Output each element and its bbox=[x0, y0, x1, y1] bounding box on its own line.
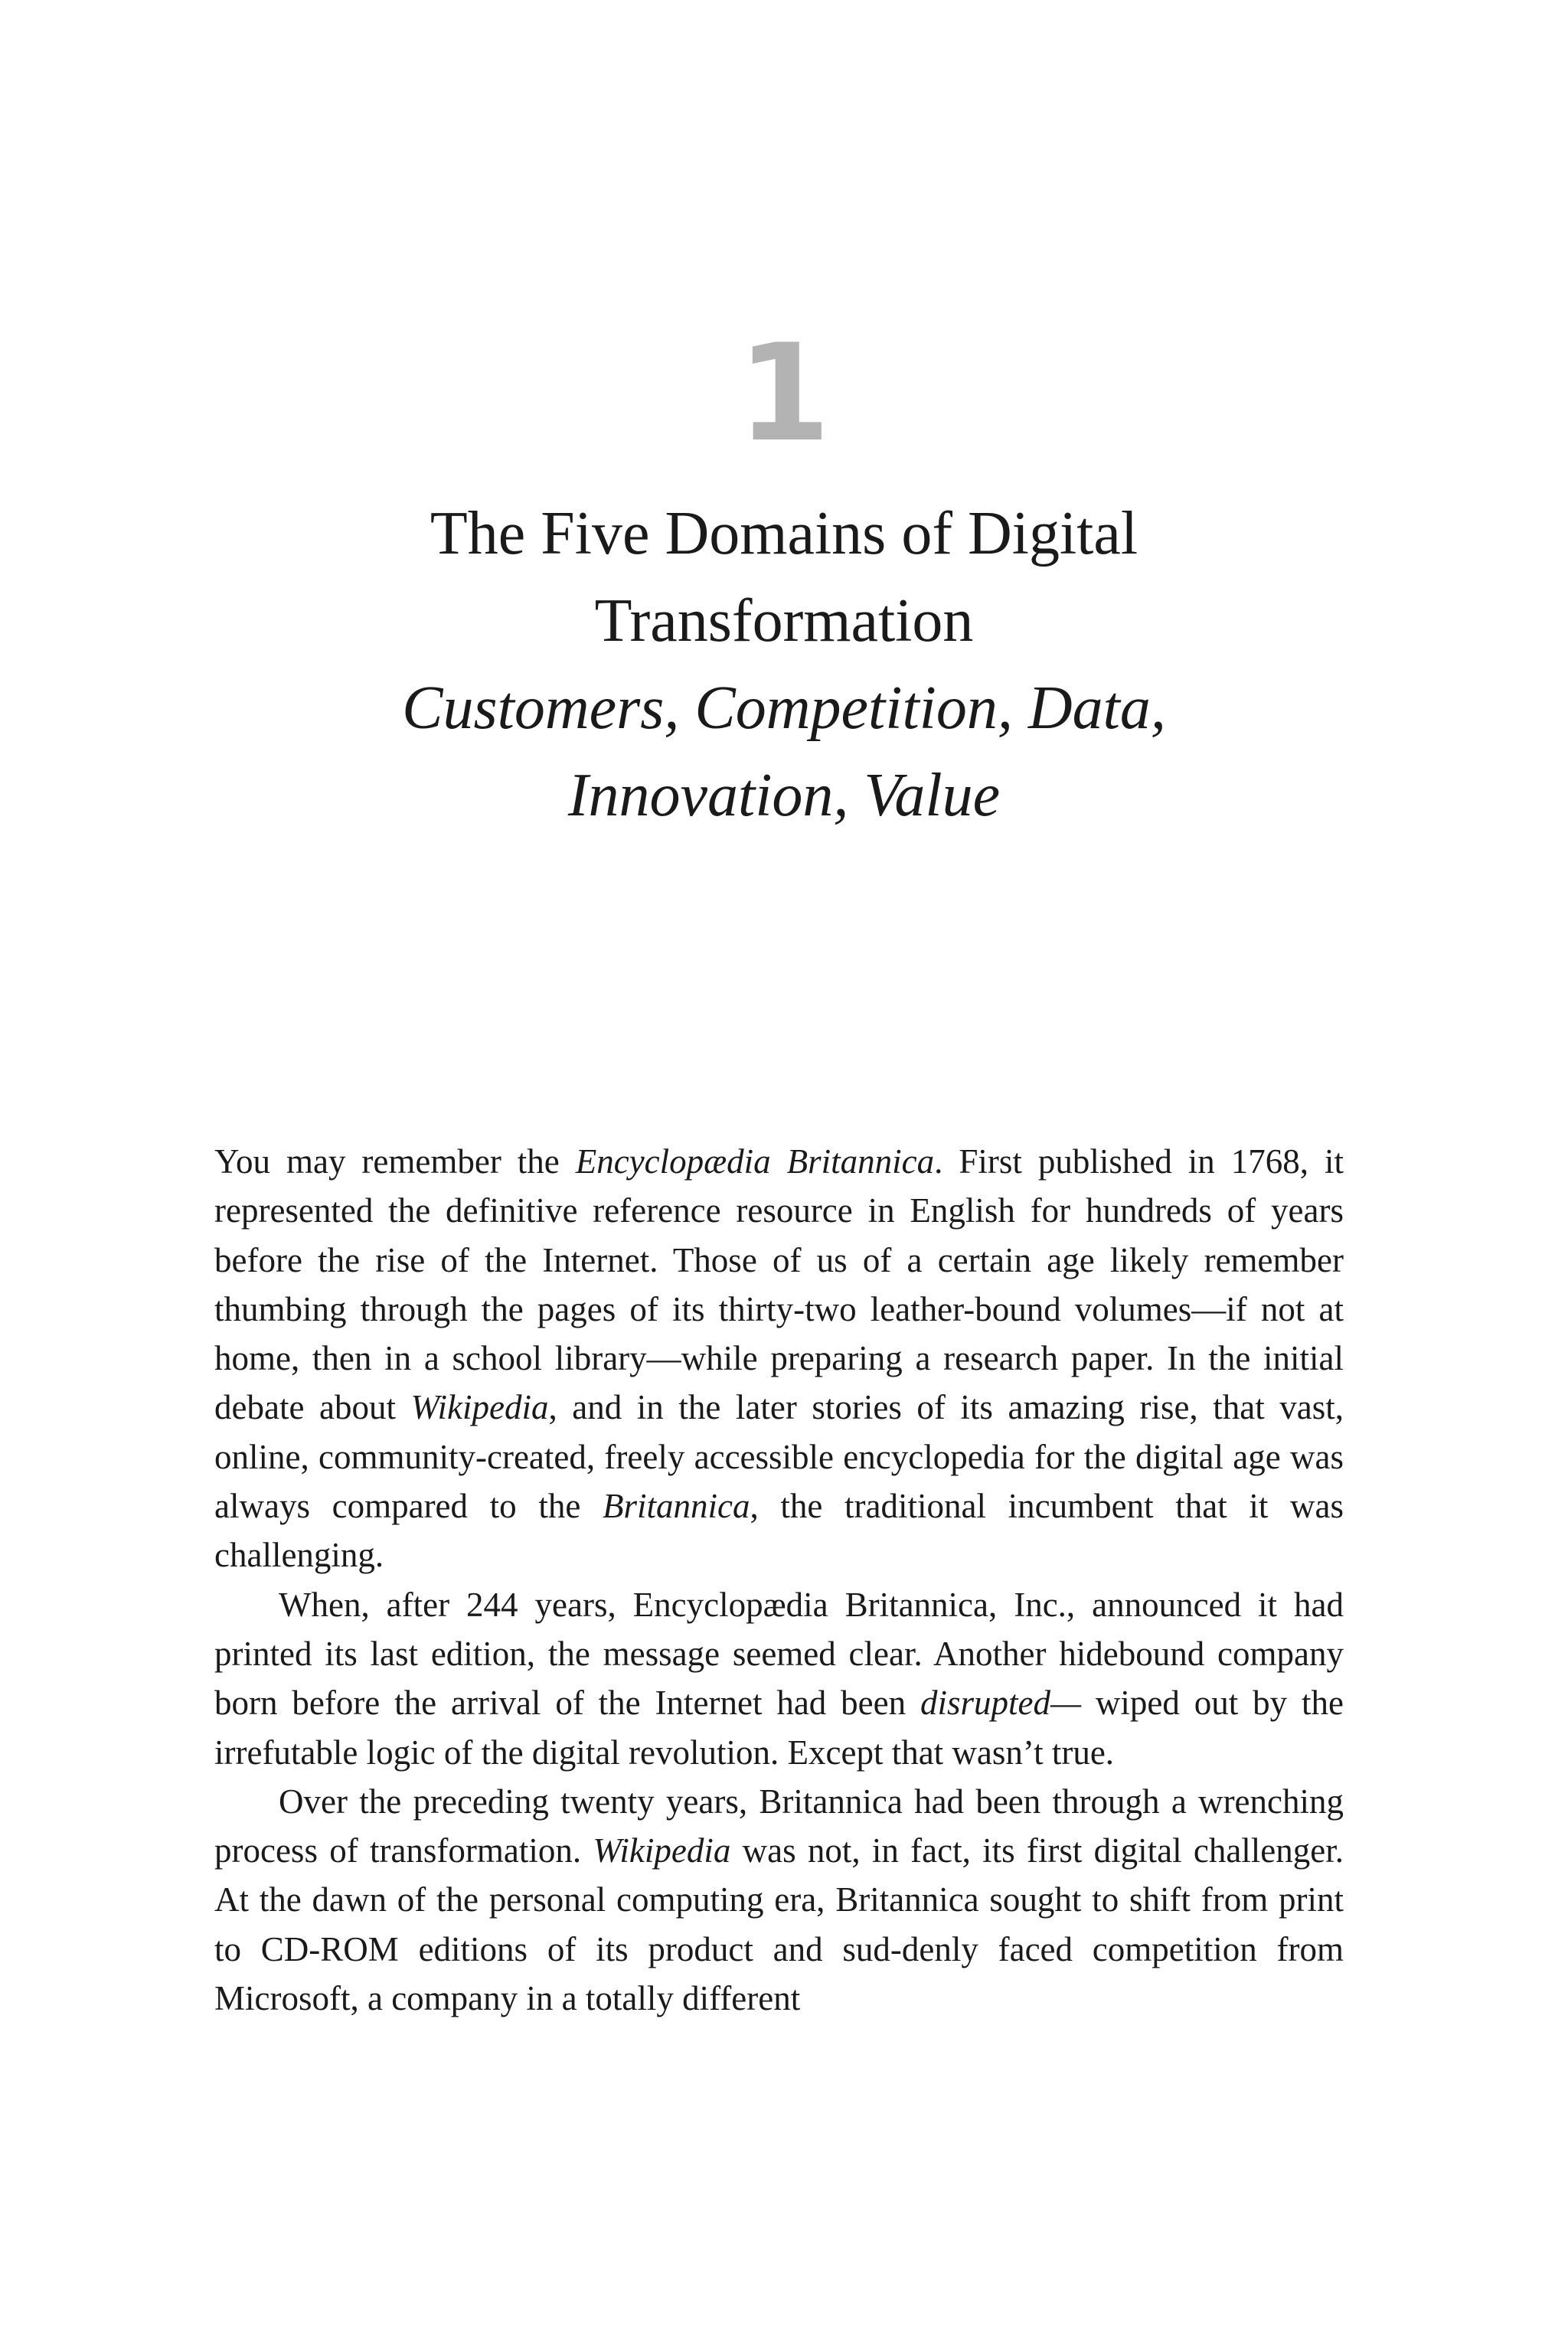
chapter-subtitle-line-1: Customers, Competition, Data, bbox=[402, 675, 1166, 742]
paragraph-1-text-3: , and in the later stories of its amazing rise, that vast, online, community-created, freely accessible encyclopedia for the digital age was always compared to the bbox=[214, 1388, 1344, 1526]
paragraph-1-text-2: . First published in 1768, it represented the definitive reference resource in English for hundreds of years before the rise of the Internet. Those of us of a certain age likely remember thumbing through the pages of its thirty-two leather-bound volumes—if not at home, then in a school library—while preparing a research paper. In the initial debate about bbox=[214, 1142, 1344, 1427]
paragraph-1-italic-2: Wikipedia bbox=[410, 1388, 549, 1427]
paragraph-2-italic-1: disrupted— bbox=[920, 1684, 1082, 1723]
paragraph-3 bbox=[214, 1777, 1344, 2023]
chapter-number: 1 bbox=[737, 316, 831, 472]
paragraph-1-italic-3: Britannica bbox=[602, 1487, 750, 1526]
paragraph-1-text-1: You may remember the bbox=[214, 1142, 576, 1181]
chapter-title-line-1: The Five Domains of Digital bbox=[430, 500, 1138, 567]
paragraph-3-text-2: was not, in fact, its first digital challenger. At the dawn of the personal computing era, Britannica sought to shift from print to CD-ROM editions of its product and sud-denly faced competition from Microsoft, a company in a totally different bbox=[214, 1831, 1344, 2018]
paragraph-1-italic-1: Encyclopædia Britannica bbox=[575, 1142, 935, 1181]
body-text bbox=[214, 1137, 1344, 2023]
paragraph-1 bbox=[214, 1137, 1344, 1580]
chapter-title bbox=[248, 490, 1320, 665]
paragraph-2-text-2: wiped out by the irrefutable logic of the digital revolution. Except that wasn’t true. bbox=[214, 1684, 1344, 1772]
paragraph-3-text-1: Over the preceding twenty years, Britannica had been through a wrenching process of transformation. bbox=[214, 1782, 1344, 1870]
chapter-title-line-2: Transformation bbox=[594, 587, 974, 655]
paragraph-2 bbox=[214, 1580, 1344, 1777]
paragraph-2-text-1: When, after 244 years, Encyclopædia Britannica, Inc., announced it had printed its last edition, the message seemed clear. Another hidebound company born before the arrival of the Internet had been bbox=[214, 1585, 1344, 1723]
paragraph-1-text-4: , the traditional incumbent that it was challenging. bbox=[214, 1487, 1344, 1575]
chapter-subtitle-line-2: Innovation, Value bbox=[567, 762, 1001, 829]
paragraph-3-italic-1: Wikipedia bbox=[593, 1831, 731, 1870]
chapter-subtitle bbox=[248, 665, 1320, 839]
